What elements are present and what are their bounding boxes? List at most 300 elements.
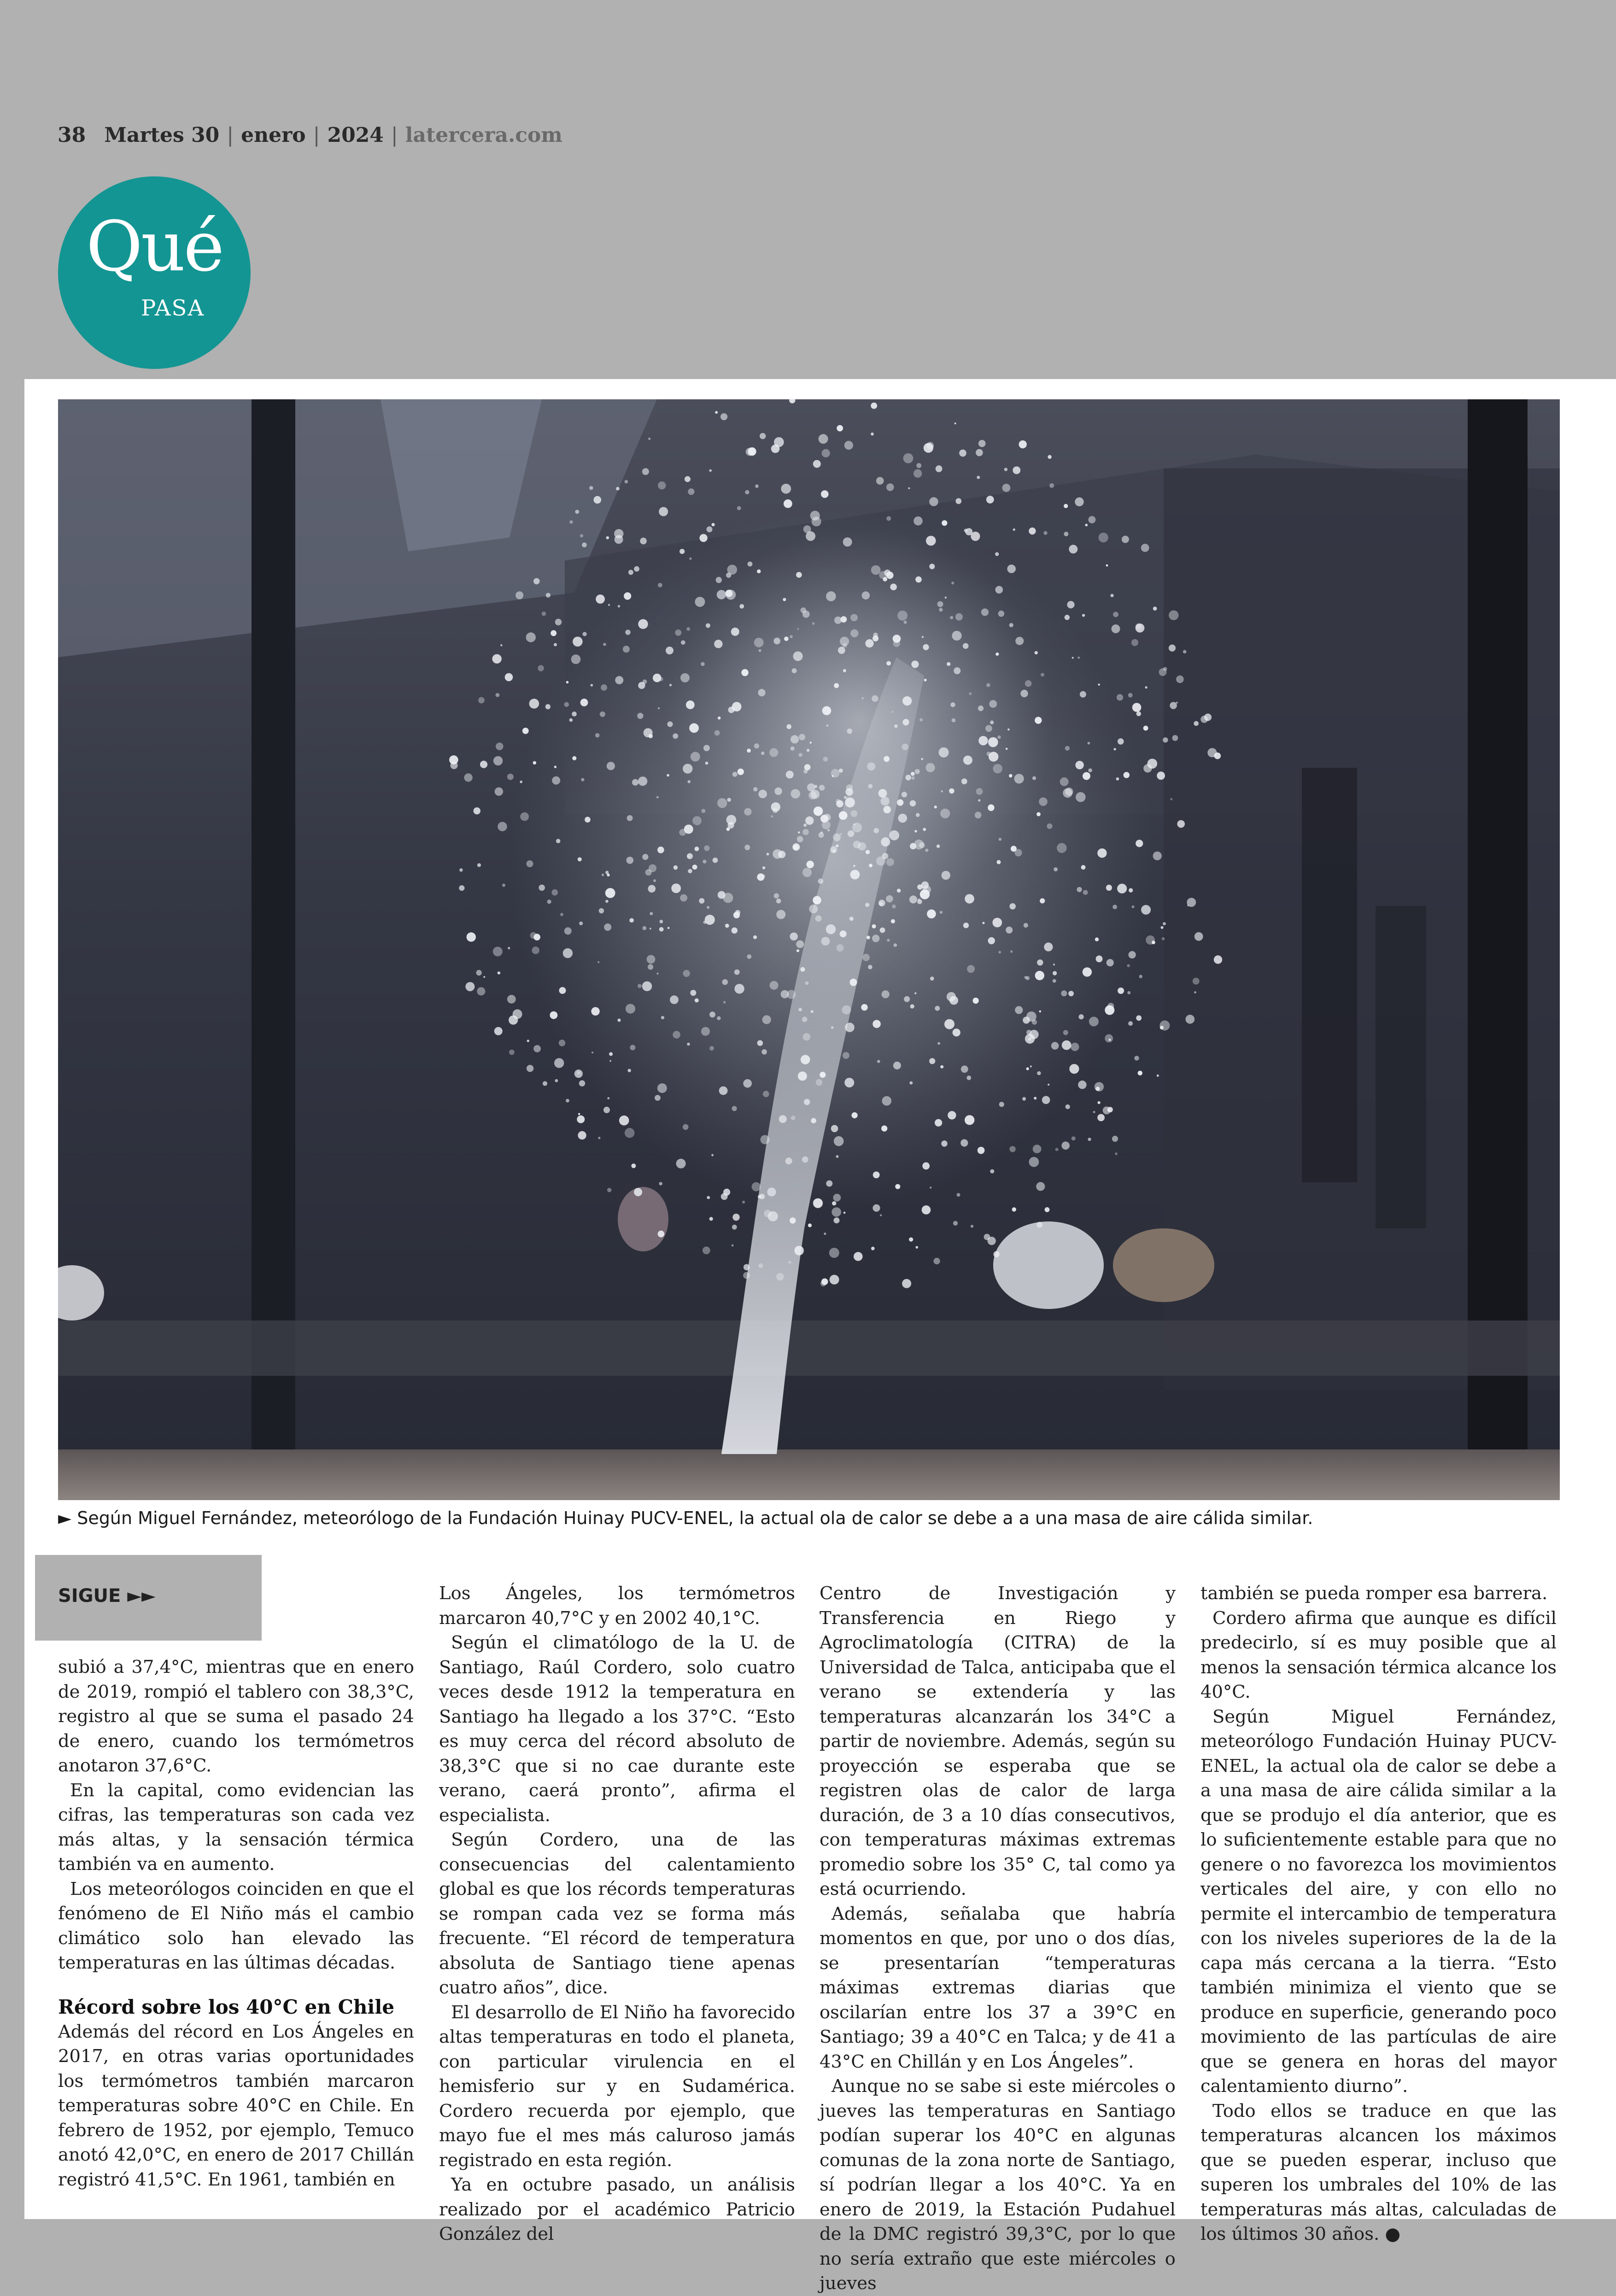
water-droplet — [615, 535, 623, 544]
water-droplet — [689, 557, 691, 560]
water-droplet — [1053, 979, 1056, 983]
water-droplet — [949, 789, 954, 794]
water-droplet — [790, 747, 795, 751]
water-droplet — [543, 1081, 547, 1086]
paragraph: Según Cordero, una de las consecuencias del calentamiento global es que los récords temperaturas se rompan cada vez se forma más frecuente. “El récord de temperatura absoluta de Santiago tiene apenas cuatro años”, dice. — [439, 1829, 795, 1998]
water-droplet — [935, 1119, 942, 1127]
water-droplet — [898, 814, 908, 823]
water-droplet — [1014, 774, 1024, 783]
water-droplet — [787, 990, 796, 999]
water-droplet — [790, 789, 800, 799]
water-droplet — [1077, 887, 1082, 892]
water-droplet — [1029, 1157, 1039, 1167]
water-droplet — [539, 885, 545, 891]
water-droplet — [699, 534, 707, 542]
water-droplet — [935, 1006, 940, 1011]
water-droplet — [1030, 1065, 1032, 1067]
water-droplet — [823, 757, 828, 762]
water-droplet — [1118, 738, 1124, 745]
water-droplet — [973, 998, 979, 1004]
water-droplet — [978, 706, 984, 711]
water-droplet — [822, 706, 831, 715]
water-droplet — [1007, 729, 1010, 731]
water-droplet — [1159, 1021, 1170, 1031]
water-droplet — [988, 937, 995, 944]
water-droplet — [1157, 771, 1165, 780]
water-droplet — [892, 905, 896, 908]
water-droplet — [1014, 849, 1022, 856]
water-droplet — [1015, 1006, 1023, 1014]
paragraph: Ya en octubre pasado, un análisis realizado por el académico Patricio González del — [439, 2174, 795, 2244]
paragraph: Cordero afirma que aunque es difícil predecirlo, sí es muy posible que al menos la sensación térmica alcance los 40°C. — [1200, 1607, 1557, 1702]
water-droplet — [1015, 637, 1024, 645]
water-droplet — [717, 798, 727, 808]
water-droplet — [831, 1026, 834, 1029]
water-droplet — [1064, 532, 1068, 536]
water-droplet — [1071, 1136, 1076, 1140]
water-droplet — [963, 755, 972, 765]
water-droplet — [1099, 532, 1108, 542]
water-droplet — [688, 869, 692, 873]
water-droplet — [1036, 1182, 1045, 1191]
water-droplet — [1194, 991, 1196, 993]
water-droplet — [941, 790, 943, 792]
water-droplet — [761, 1135, 770, 1144]
water-droplet — [601, 684, 607, 691]
water-droplet — [695, 597, 705, 607]
water-droplet — [607, 1097, 609, 1099]
water-droplet — [647, 955, 656, 964]
water-droplet — [1079, 1014, 1084, 1019]
water-droplet — [838, 647, 845, 654]
water-droplet — [831, 1207, 841, 1217]
water-droplet — [1078, 1081, 1086, 1089]
water-droplet — [1138, 1071, 1142, 1075]
water-droplet — [1116, 777, 1119, 781]
water-droplet — [581, 778, 584, 781]
water-droplet — [585, 817, 591, 823]
water-droplet — [604, 923, 611, 931]
water-droplet — [807, 749, 810, 752]
water-droplet — [1021, 446, 1023, 448]
water-droplet — [868, 965, 872, 970]
water-droplet — [807, 783, 815, 792]
water-droplet — [878, 789, 887, 798]
water-droplet — [683, 764, 692, 773]
water-droplet — [937, 601, 943, 607]
water-droplet — [914, 830, 917, 832]
water-droplet — [520, 781, 522, 783]
water-droplet — [555, 1079, 558, 1082]
water-droplet — [808, 791, 817, 800]
water-droplet — [886, 895, 893, 903]
water-droplet — [954, 667, 960, 674]
water-droplet — [910, 1004, 914, 1008]
water-droplet — [718, 891, 726, 899]
water-droplet — [948, 1111, 956, 1119]
water-droplet — [975, 812, 982, 818]
water-droplet — [747, 748, 751, 753]
water-droplet — [559, 987, 566, 994]
water-droplet — [563, 948, 573, 958]
site-link[interactable]: latercera.com — [405, 123, 562, 147]
water-droplet — [496, 742, 504, 750]
folio-separator: | — [313, 123, 320, 147]
water-droplet — [934, 1258, 940, 1264]
water-droplet — [1048, 1084, 1049, 1086]
water-droplet — [1111, 594, 1114, 597]
water-droplet — [990, 720, 994, 724]
water-droplet — [505, 673, 513, 682]
water-droplet — [843, 537, 852, 547]
water-droplet — [1098, 1101, 1101, 1104]
water-droplet — [1194, 932, 1203, 941]
water-droplet — [760, 433, 766, 439]
water-droplet — [650, 912, 653, 915]
water-droplet — [605, 888, 615, 898]
water-droplet — [940, 809, 950, 818]
water-droplet — [847, 729, 852, 734]
water-droplet — [527, 860, 533, 867]
water-droplet — [836, 1155, 839, 1158]
water-droplet — [560, 913, 563, 916]
water-droplet — [971, 1225, 973, 1227]
water-droplet — [474, 807, 480, 814]
water-droplet — [1095, 1082, 1104, 1091]
water-droplet — [796, 572, 802, 578]
water-fountain-photo — [58, 399, 1560, 1500]
water-droplet — [1112, 905, 1117, 909]
water-droplet — [865, 639, 873, 648]
water-droplet — [655, 1095, 661, 1101]
water-droplet — [999, 838, 1001, 841]
water-droplet — [976, 449, 983, 456]
water-droplet — [893, 1062, 901, 1069]
water-droplet — [930, 976, 934, 981]
water-droplet — [666, 647, 673, 654]
water-droplet — [1146, 935, 1155, 945]
water-droplet — [894, 943, 897, 947]
water-droplet — [701, 1027, 710, 1036]
water-droplet — [1153, 852, 1162, 860]
water-droplet — [1088, 742, 1090, 745]
water-droplet — [667, 774, 669, 777]
water-droplet — [709, 1011, 715, 1017]
water-droplet — [659, 927, 664, 932]
water-droplet — [886, 516, 891, 521]
water-droplet — [731, 628, 739, 636]
water-droplet — [893, 635, 901, 643]
water-droplet — [609, 1060, 611, 1062]
water-droplet — [629, 918, 634, 923]
water-droplet — [911, 660, 919, 668]
water-droplet — [755, 485, 759, 488]
water-droplet — [1136, 712, 1141, 716]
water-droplet — [1098, 684, 1100, 686]
water-droplet — [1049, 483, 1054, 488]
water-droplet — [903, 453, 913, 463]
water-droplet — [1162, 937, 1165, 941]
water-droplet — [922, 1163, 930, 1170]
water-droplet — [554, 1058, 564, 1068]
water-droplet — [1041, 673, 1044, 677]
water-droplet — [685, 476, 691, 482]
water-droplet — [1153, 607, 1157, 611]
water-droplet — [1009, 774, 1013, 778]
water-droplet — [916, 463, 921, 468]
water-droplet — [727, 565, 738, 575]
water-droplet — [459, 868, 463, 872]
water-droplet — [861, 1004, 867, 1011]
water-droplet — [1082, 614, 1085, 617]
water-droplet — [902, 1279, 911, 1288]
water-droplet — [1088, 1138, 1091, 1141]
water-droplet — [790, 635, 792, 638]
water-droplet — [582, 543, 587, 548]
water-droplet — [1006, 748, 1008, 750]
water-droplet — [877, 1060, 880, 1063]
water-droplet — [778, 851, 785, 858]
water-droplet — [776, 899, 781, 904]
water-droplet — [793, 651, 803, 661]
water-droplet — [550, 1011, 558, 1019]
water-droplet — [653, 879, 656, 882]
water-droplet — [882, 1096, 892, 1106]
water-droplet — [1036, 1222, 1042, 1228]
article-column-3 — [820, 1581, 1176, 2296]
water-droplet — [1006, 927, 1013, 934]
water-droplet — [971, 532, 980, 541]
water-droplet — [874, 828, 879, 833]
water-droplet — [688, 488, 694, 495]
water-droplet — [897, 799, 903, 806]
water-droplet — [871, 432, 874, 436]
water-droplet — [619, 1116, 629, 1126]
water-droplet — [871, 1247, 875, 1250]
water-droplet — [997, 860, 1001, 864]
water-droplet — [642, 468, 649, 475]
water-droplet — [494, 1027, 503, 1035]
article-column-1 — [58, 1655, 414, 2192]
water-droplet — [671, 883, 681, 893]
date-year: 2024 — [327, 123, 384, 147]
water-droplet — [1139, 975, 1143, 978]
water-droplet — [969, 692, 972, 695]
water-droplet — [842, 1005, 851, 1015]
water-droplet — [993, 764, 1002, 774]
water-droplet — [839, 769, 843, 773]
water-droplet — [527, 1065, 533, 1072]
water-droplet — [555, 619, 562, 625]
water-droplet — [552, 777, 560, 785]
water-droplet — [886, 661, 891, 666]
water-droplet — [826, 591, 836, 602]
water-droplet — [594, 496, 602, 504]
water-droplet — [843, 669, 846, 672]
water-droplet — [796, 949, 799, 952]
water-droplet — [1127, 964, 1130, 967]
water-droplet — [850, 870, 860, 880]
water-droplet — [1065, 615, 1070, 620]
water-droplet — [533, 761, 536, 765]
water-droplet — [687, 1043, 690, 1046]
water-droplet — [978, 799, 980, 801]
water-droplet — [625, 480, 628, 484]
water-droplet — [840, 930, 847, 937]
water-droplet — [1009, 1146, 1015, 1152]
water-droplet — [1062, 1040, 1071, 1050]
water-droplet — [564, 927, 572, 935]
water-droplet — [941, 1140, 947, 1146]
water-droplet — [767, 1187, 776, 1196]
water-droplet — [839, 811, 848, 820]
water-droplet — [508, 947, 510, 949]
water-droplet — [720, 413, 727, 420]
water-droplet — [923, 644, 929, 650]
water-droplet — [886, 484, 894, 491]
water-droplet — [686, 627, 690, 631]
water-droplet — [927, 910, 936, 919]
water-droplet — [1076, 792, 1086, 802]
water-droplet — [878, 900, 885, 906]
water-droplet — [794, 1246, 804, 1256]
water-droplet — [849, 917, 854, 921]
water-droplet — [1053, 971, 1057, 975]
water-droplet — [650, 928, 651, 929]
water-droplet — [880, 1214, 882, 1216]
water-droplet — [1009, 623, 1013, 627]
water-droplet — [916, 1246, 919, 1249]
water-droplet — [1069, 1064, 1079, 1074]
water-droplet — [821, 1279, 828, 1285]
water-droplet — [803, 1033, 810, 1040]
water-droplet — [596, 595, 605, 604]
water-droplet — [1096, 956, 1103, 963]
water-droplet — [716, 577, 722, 583]
water-droplet — [865, 903, 869, 907]
water-droplet — [526, 632, 536, 642]
water-droplet — [826, 724, 829, 727]
water-droplet — [690, 990, 696, 996]
water-droplet — [1105, 1005, 1114, 1015]
water-droplet — [709, 469, 712, 472]
water-droplet — [709, 1046, 714, 1051]
water-droplet — [574, 1069, 583, 1078]
water-droplet — [738, 769, 744, 775]
water-droplet — [670, 995, 679, 1004]
water-droplet — [628, 570, 633, 575]
water-droplet — [623, 646, 630, 653]
water-droplet — [734, 984, 744, 993]
water-droplet — [603, 1107, 610, 1113]
water-droplet — [657, 1083, 667, 1093]
water-droplet — [705, 762, 708, 765]
water-droplet — [953, 1221, 958, 1226]
water-droplet — [732, 1106, 737, 1111]
water-droplet — [627, 815, 633, 821]
water-droplet — [1013, 467, 1020, 474]
water-droplet — [852, 1112, 858, 1118]
water-droplet — [1060, 777, 1069, 786]
water-droplet — [1025, 680, 1032, 687]
water-droplet — [605, 871, 609, 874]
water-droplet — [580, 699, 588, 707]
water-droplet — [1106, 885, 1112, 891]
water-droplet — [821, 491, 829, 498]
water-droplet — [906, 775, 911, 780]
water-droplet — [1088, 516, 1095, 523]
water-droplet — [813, 460, 821, 468]
water-droplet — [1024, 923, 1028, 928]
water-droplet — [658, 481, 666, 489]
water-droplet — [978, 440, 986, 447]
water-droplet — [926, 536, 936, 546]
water-droplet — [813, 1198, 823, 1208]
water-droplet — [954, 422, 956, 424]
water-droplet — [1193, 978, 1200, 985]
water-droplet — [1002, 484, 1011, 492]
water-droplet — [1169, 610, 1178, 620]
water-droplet — [630, 1045, 635, 1050]
water-droplet — [1044, 942, 1053, 951]
water-droplet — [866, 850, 870, 854]
water-droplet — [834, 617, 842, 624]
logo-pasa: PASA — [141, 295, 205, 321]
water-droplet — [773, 808, 778, 813]
water-droplet — [801, 1055, 810, 1064]
water-droplet — [1106, 564, 1108, 567]
water-droplet — [911, 772, 915, 776]
subheading: Récord sobre los 40°C en Chile — [58, 1995, 395, 2018]
water-droplet — [478, 697, 485, 704]
water-droplet — [779, 1115, 787, 1123]
water-droplet — [940, 1065, 943, 1069]
water-droplet — [790, 735, 799, 743]
water-droplet — [805, 817, 814, 825]
water-droplet — [695, 847, 699, 851]
water-droplet — [680, 894, 687, 902]
water-droplet — [1010, 950, 1013, 952]
water-droplet — [936, 465, 943, 472]
water-droplet — [667, 721, 673, 727]
water-droplet — [884, 756, 890, 762]
water-droplet — [988, 804, 994, 811]
water-droplet — [509, 1050, 515, 1055]
water-droplet — [854, 824, 855, 825]
water-droplet — [922, 1205, 931, 1215]
water-droplet — [580, 534, 583, 537]
water-droplet — [743, 1079, 752, 1088]
water-droplet — [631, 1163, 636, 1168]
water-droplet — [575, 510, 579, 514]
water-droplet — [963, 923, 969, 928]
water-droplet — [790, 933, 798, 941]
water-droplet — [904, 621, 907, 624]
water-droplet — [706, 623, 710, 628]
water-droplet — [732, 1244, 734, 1247]
water-droplet — [538, 665, 544, 672]
water-droplet — [850, 629, 858, 637]
water-droplet — [961, 778, 967, 784]
water-droplet — [801, 608, 806, 613]
water-droplet — [925, 849, 928, 852]
water-droplet — [776, 910, 785, 919]
water-droplet — [493, 946, 503, 956]
water-droplet — [569, 520, 573, 524]
water-droplet — [726, 590, 736, 600]
water-droplet — [459, 885, 464, 891]
water-droplet — [785, 1157, 792, 1164]
